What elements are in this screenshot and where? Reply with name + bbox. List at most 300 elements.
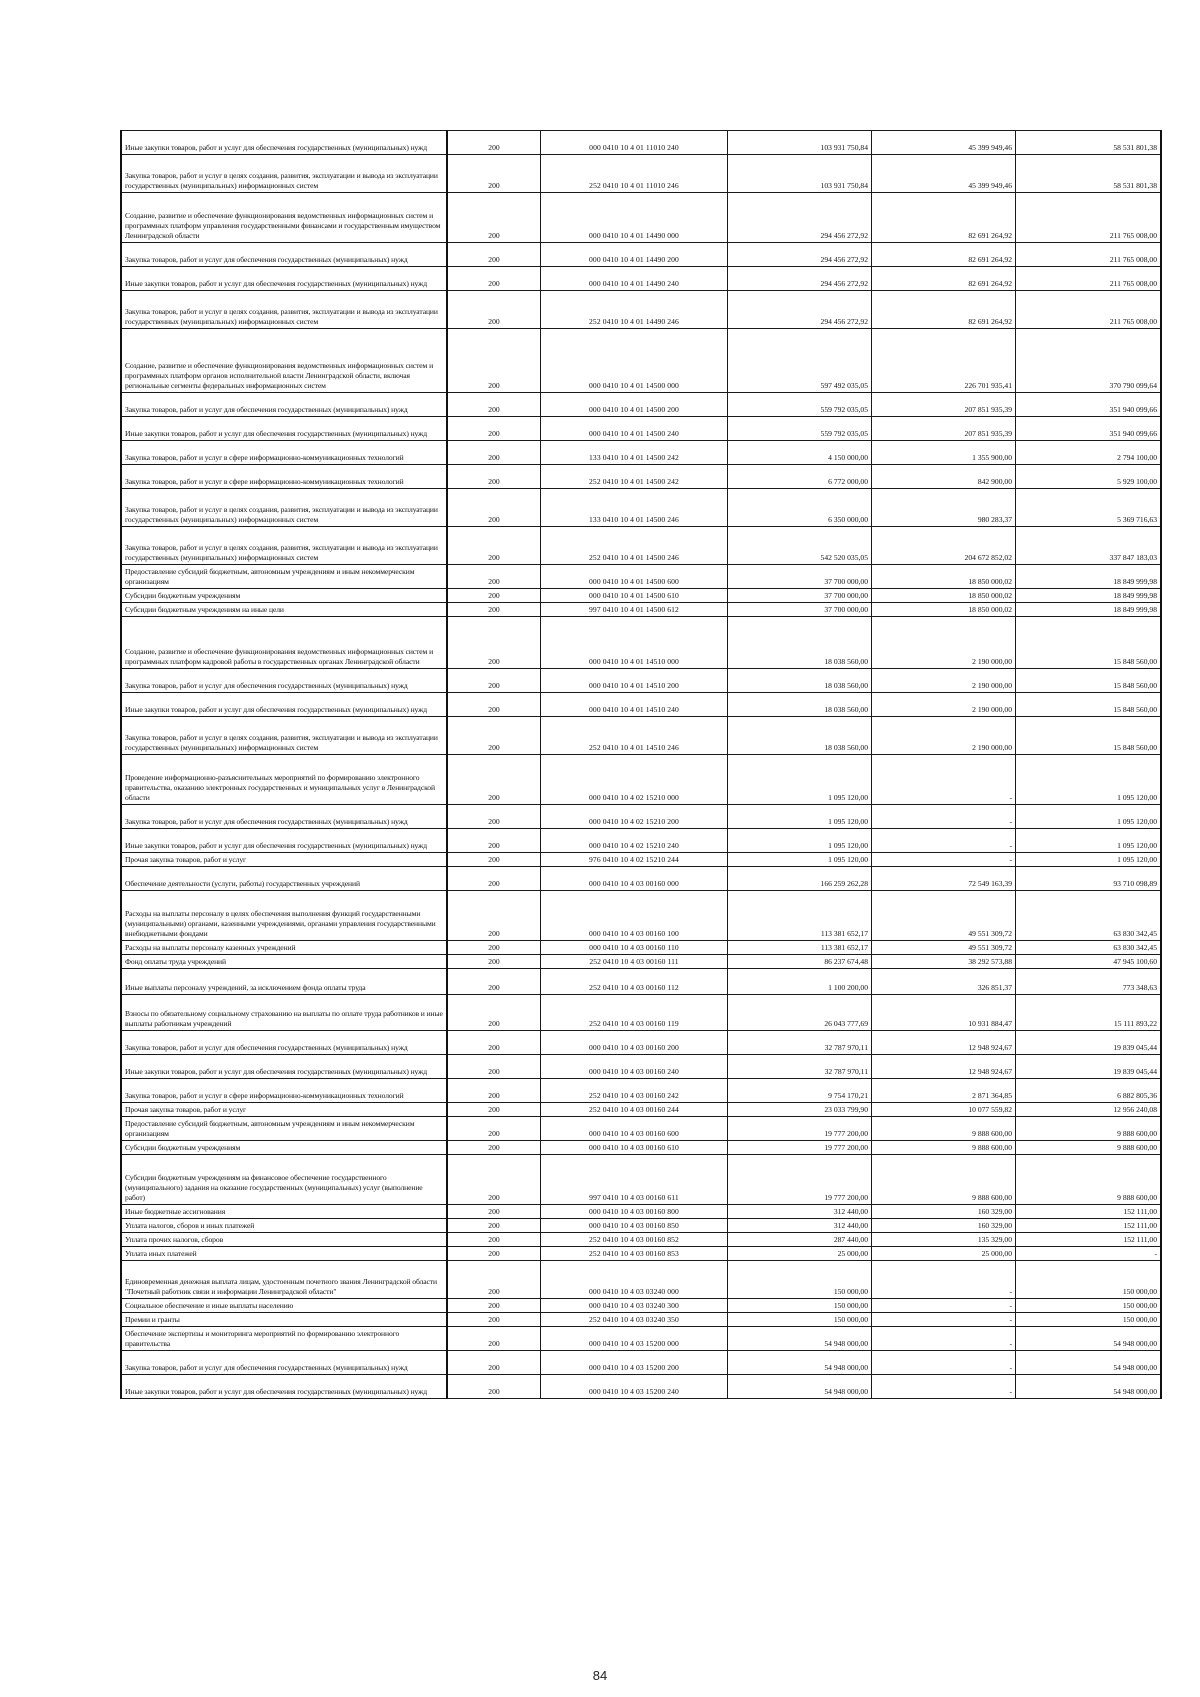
row-approved-amount-cell: 287 440,00 — [728, 1233, 872, 1247]
row-classification-code-cell: 000 0410 10 4 03 00160 000 — [541, 867, 728, 891]
row-approved-amount-cell: 25 000,00 — [728, 1247, 872, 1261]
table-row — [121, 617, 1161, 669]
row-classification-code-cell: 252 0410 10 4 03 00160 111 — [541, 955, 728, 969]
row-name-cell: Закупка товаров, работ и услуг в целях создания, развития, эксплуатации и вывода из эксплуатации государственных (муниципальных) информационных систем — [121, 291, 447, 329]
row-approved-amount-cell: 294 456 272,92 — [728, 193, 872, 243]
row-line-code-cell: 200 — [447, 1233, 541, 1247]
row-unexecuted-amount-cell: 15 848 560,00 — [1016, 669, 1162, 693]
row-name-cell: Субсидии бюджетным учреждениям на иные цели — [121, 603, 447, 617]
row-classification-code-cell: 252 0410 10 4 01 14490 246 — [541, 291, 728, 329]
row-line-code-cell: 200 — [447, 995, 541, 1031]
row-classification-code-cell: 000 0410 10 4 02 15210 000 — [541, 755, 728, 805]
row-classification-code-cell: 000 0410 10 4 03 03240 000 — [541, 1261, 728, 1299]
table-row — [121, 1103, 1161, 1117]
table-row — [121, 465, 1161, 489]
row-classification-code-cell: 252 0410 10 4 03 00160 242 — [541, 1079, 728, 1103]
row-approved-amount-cell: 86 237 674,48 — [728, 955, 872, 969]
row-name-cell: Предоставление субсидий бюджетным, автономным учреждениям и иным некоммерческим организациям — [121, 1117, 447, 1141]
table-row — [121, 853, 1161, 867]
row-executed-amount-cell: - — [872, 1375, 1016, 1399]
row-name-cell: Обеспечение экспертизы и мониторинга мероприятий по формированию электронного правительства — [121, 1327, 447, 1351]
row-line-code-cell: 200 — [447, 805, 541, 829]
table-row — [121, 995, 1161, 1031]
row-executed-amount-cell: 82 691 264,92 — [872, 291, 1016, 329]
row-executed-amount-cell: 72 549 163,39 — [872, 867, 1016, 891]
row-classification-code-cell: 252 0410 10 4 03 00160 244 — [541, 1103, 728, 1117]
table-row — [121, 755, 1161, 805]
row-line-code-cell: 200 — [447, 891, 541, 941]
table-row — [121, 805, 1161, 829]
table-row — [121, 489, 1161, 527]
row-unexecuted-amount-cell: 351 940 099,66 — [1016, 417, 1162, 441]
row-executed-amount-cell: 2 190 000,00 — [872, 669, 1016, 693]
row-unexecuted-amount-cell: 370 790 099,64 — [1016, 329, 1162, 393]
row-unexecuted-amount-cell: 54 948 000,00 — [1016, 1351, 1162, 1375]
table-row — [121, 1055, 1161, 1079]
row-line-code-cell: 200 — [447, 465, 541, 489]
row-classification-code-cell: 000 0410 10 4 03 00160 610 — [541, 1141, 728, 1155]
row-executed-amount-cell: 207 851 935,39 — [872, 393, 1016, 417]
row-approved-amount-cell: 32 787 970,11 — [728, 1055, 872, 1079]
row-executed-amount-cell: - — [872, 805, 1016, 829]
row-name-cell: Закупка товаров, работ и услуг для обеспечения государственных (муниципальных) нужд — [121, 805, 447, 829]
table-row — [121, 193, 1161, 243]
row-classification-code-cell: 252 0410 10 4 03 00160 112 — [541, 969, 728, 995]
row-approved-amount-cell: 294 456 272,92 — [728, 267, 872, 291]
row-line-code-cell: 200 — [447, 1141, 541, 1155]
row-classification-code-cell: 252 0410 10 4 01 14510 246 — [541, 717, 728, 755]
table-row — [121, 603, 1161, 617]
row-line-code-cell: 200 — [447, 1055, 541, 1079]
row-name-cell: Закупка товаров, работ и услуг в целях создания, развития, эксплуатации и вывода из эксплуатации государственных (муниципальных) информационных систем — [121, 489, 447, 527]
row-line-code-cell: 200 — [447, 291, 541, 329]
row-classification-code-cell: 000 0410 10 4 03 00160 200 — [541, 1031, 728, 1055]
row-unexecuted-amount-cell: 18 849 999,98 — [1016, 565, 1162, 589]
row-line-code-cell: 200 — [447, 853, 541, 867]
table-row — [121, 417, 1161, 441]
row-executed-amount-cell: 2 190 000,00 — [872, 693, 1016, 717]
row-name-cell: Закупка товаров, работ и услуг для обеспечения государственных (муниципальных) нужд — [121, 243, 447, 267]
row-classification-code-cell: 000 0410 10 4 03 15200 240 — [541, 1375, 728, 1399]
row-executed-amount-cell: - — [872, 755, 1016, 805]
row-classification-code-cell: 252 0410 10 4 01 11010 246 — [541, 155, 728, 193]
row-classification-code-cell: 000 0410 10 4 01 14490 000 — [541, 193, 728, 243]
row-line-code-cell: 200 — [447, 527, 541, 565]
row-approved-amount-cell: 559 792 035,05 — [728, 417, 872, 441]
row-executed-amount-cell: 45 399 949,46 — [872, 155, 1016, 193]
row-unexecuted-amount-cell: 152 111,00 — [1016, 1233, 1162, 1247]
row-unexecuted-amount-cell: 15 111 893,22 — [1016, 995, 1162, 1031]
row-name-cell: Иные закупки товаров, работ и услуг для обеспечения государственных (муниципальных) нужд — [121, 1055, 447, 1079]
row-unexecuted-amount-cell: 9 888 600,00 — [1016, 1141, 1162, 1155]
row-executed-amount-cell: 18 850 000,02 — [872, 603, 1016, 617]
row-approved-amount-cell: 37 700 000,00 — [728, 603, 872, 617]
row-classification-code-cell: 133 0410 10 4 01 14500 242 — [541, 441, 728, 465]
row-executed-amount-cell: 9 888 600,00 — [872, 1117, 1016, 1141]
row-approved-amount-cell: 294 456 272,92 — [728, 291, 872, 329]
row-name-cell: Закупка товаров, работ и услуг в сфере информационно-коммуникационных технологий — [121, 1079, 447, 1103]
table-row — [121, 1117, 1161, 1141]
row-line-code-cell: 200 — [447, 155, 541, 193]
row-approved-amount-cell: 32 787 970,11 — [728, 1031, 872, 1055]
table-row — [121, 441, 1161, 465]
row-line-code-cell: 200 — [447, 969, 541, 995]
row-line-code-cell: 200 — [447, 417, 541, 441]
row-classification-code-cell: 000 0410 10 4 01 11010 240 — [541, 131, 728, 155]
table-row — [121, 941, 1161, 955]
row-name-cell: Закупка товаров, работ и услуг в целях создания, развития, эксплуатации и вывода из эксплуатации государственных (муниципальных) информационных систем — [121, 155, 447, 193]
row-classification-code-cell: 997 0410 10 4 03 00160 611 — [541, 1155, 728, 1205]
row-name-cell: Закупка товаров, работ и услуг в сфере информационно-коммуникационных технологий — [121, 441, 447, 465]
table-row — [121, 131, 1161, 155]
row-name-cell: Субсидии бюджетным учреждениям на финансовое обеспечение государственного (муниципального) задания на оказание государственных (муниципальных) услуг (выполнение работ) — [121, 1155, 447, 1205]
row-unexecuted-amount-cell: 211 765 008,00 — [1016, 267, 1162, 291]
row-name-cell: Субсидии бюджетным учреждениям — [121, 1141, 447, 1155]
row-line-code-cell: 200 — [447, 867, 541, 891]
row-executed-amount-cell: - — [872, 1327, 1016, 1351]
table-row — [121, 1233, 1161, 1247]
row-unexecuted-amount-cell: 351 940 099,66 — [1016, 393, 1162, 417]
row-unexecuted-amount-cell: 337 847 183,03 — [1016, 527, 1162, 565]
row-executed-amount-cell: 2 190 000,00 — [872, 717, 1016, 755]
row-line-code-cell: 200 — [447, 829, 541, 853]
row-unexecuted-amount-cell: 773 348,63 — [1016, 969, 1162, 995]
table-row — [121, 717, 1161, 755]
row-unexecuted-amount-cell: 211 765 008,00 — [1016, 291, 1162, 329]
table-row — [121, 1327, 1161, 1351]
table-row — [121, 1351, 1161, 1375]
table-row — [121, 243, 1161, 267]
row-executed-amount-cell: 980 283,37 — [872, 489, 1016, 527]
row-unexecuted-amount-cell: - — [1016, 1247, 1162, 1261]
row-unexecuted-amount-cell: 1 095 120,00 — [1016, 853, 1162, 867]
row-classification-code-cell: 000 0410 10 4 03 03240 300 — [541, 1299, 728, 1313]
table-row — [121, 291, 1161, 329]
row-unexecuted-amount-cell: 47 945 100,60 — [1016, 955, 1162, 969]
row-name-cell: Взносы по обязательному социальному страхованию на выплаты по оплате труда работников и иные выплаты работникам учреждений — [121, 995, 447, 1031]
row-line-code-cell: 200 — [447, 1299, 541, 1313]
row-name-cell: Прочая закупка товаров, работ и услуг — [121, 853, 447, 867]
row-name-cell: Создание, развитие и обеспечение функционирования ведомственных информационных систем и программных платформ органов исполнительной власти Ленинградской области, включая региональные сегменты федеральных информационных систем — [121, 329, 447, 393]
row-classification-code-cell: 976 0410 10 4 02 15210 244 — [541, 853, 728, 867]
row-approved-amount-cell: 150 000,00 — [728, 1299, 872, 1313]
table-row — [121, 393, 1161, 417]
row-line-code-cell: 200 — [447, 669, 541, 693]
row-unexecuted-amount-cell: 15 848 560,00 — [1016, 717, 1162, 755]
row-approved-amount-cell: 18 038 560,00 — [728, 717, 872, 755]
row-executed-amount-cell: 18 850 000,02 — [872, 589, 1016, 603]
row-name-cell: Иные закупки товаров, работ и услуг для обеспечения государственных (муниципальных) нужд — [121, 1375, 447, 1399]
row-name-cell: Субсидии бюджетным учреждениям — [121, 589, 447, 603]
row-executed-amount-cell: 204 672 852,02 — [872, 527, 1016, 565]
row-name-cell: Уплата прочих налогов, сборов — [121, 1233, 447, 1247]
row-classification-code-cell: 000 0410 10 4 03 00160 600 — [541, 1117, 728, 1141]
row-classification-code-cell: 000 0410 10 4 02 15210 240 — [541, 829, 728, 853]
row-classification-code-cell: 000 0410 10 4 03 00160 240 — [541, 1055, 728, 1079]
row-unexecuted-amount-cell: 9 888 600,00 — [1016, 1155, 1162, 1205]
row-approved-amount-cell: 18 038 560,00 — [728, 693, 872, 717]
row-line-code-cell: 200 — [447, 693, 541, 717]
row-approved-amount-cell: 37 700 000,00 — [728, 589, 872, 603]
row-name-cell: Иные закупки товаров, работ и услуг для обеспечения государственных (муниципальных) нужд — [121, 693, 447, 717]
row-unexecuted-amount-cell: 18 849 999,98 — [1016, 589, 1162, 603]
row-name-cell: Обеспечение деятельности (услуги, работы) государственных учреждений — [121, 867, 447, 891]
row-approved-amount-cell: 23 033 799,90 — [728, 1103, 872, 1117]
row-unexecuted-amount-cell: 9 888 600,00 — [1016, 1117, 1162, 1141]
table-row — [121, 955, 1161, 969]
row-approved-amount-cell: 6 350 000,00 — [728, 489, 872, 527]
row-line-code-cell: 200 — [447, 1247, 541, 1261]
table-row — [121, 1299, 1161, 1313]
table-row — [121, 867, 1161, 891]
row-unexecuted-amount-cell: 15 848 560,00 — [1016, 693, 1162, 717]
row-executed-amount-cell: - — [872, 1351, 1016, 1375]
row-unexecuted-amount-cell: 54 948 000,00 — [1016, 1375, 1162, 1399]
row-line-code-cell: 200 — [447, 1031, 541, 1055]
table-row — [121, 1375, 1161, 1399]
row-name-cell: Иные бюджетные ассигнования — [121, 1205, 447, 1219]
row-approved-amount-cell: 597 492 035,05 — [728, 329, 872, 393]
row-executed-amount-cell: 9 888 600,00 — [872, 1141, 1016, 1155]
row-name-cell: Закупка товаров, работ и услуг для обеспечения государственных (муниципальных) нужд — [121, 669, 447, 693]
table-row — [121, 693, 1161, 717]
row-classification-code-cell: 000 0410 10 4 01 14490 240 — [541, 267, 728, 291]
row-unexecuted-amount-cell: 15 848 560,00 — [1016, 617, 1162, 669]
table-row — [121, 267, 1161, 291]
row-executed-amount-cell: 1 355 900,00 — [872, 441, 1016, 465]
row-line-code-cell: 200 — [447, 717, 541, 755]
table-row — [121, 155, 1161, 193]
row-unexecuted-amount-cell: 5 369 716,63 — [1016, 489, 1162, 527]
row-name-cell: Уплата иных платежей — [121, 1247, 447, 1261]
row-name-cell: Уплата налогов, сборов и иных платежей — [121, 1219, 447, 1233]
row-approved-amount-cell: 559 792 035,05 — [728, 393, 872, 417]
row-executed-amount-cell: 842 900,00 — [872, 465, 1016, 489]
budget-execution-table — [120, 130, 1162, 1399]
row-line-code-cell: 200 — [447, 1205, 541, 1219]
row-unexecuted-amount-cell: 12 956 240,08 — [1016, 1103, 1162, 1117]
row-name-cell: Закупка товаров, работ и услуг для обеспечения государственных (муниципальных) нужд — [121, 1031, 447, 1055]
row-classification-code-cell: 000 0410 10 4 03 15200 000 — [541, 1327, 728, 1351]
row-line-code-cell: 200 — [447, 603, 541, 617]
row-unexecuted-amount-cell: 5 929 100,00 — [1016, 465, 1162, 489]
table-row — [121, 1313, 1161, 1327]
row-classification-code-cell: 000 0410 10 4 01 14500 200 — [541, 393, 728, 417]
row-name-cell: Иные закупки товаров, работ и услуг для обеспечения государственных (муниципальных) нужд — [121, 417, 447, 441]
row-classification-code-cell: 000 0410 10 4 03 15200 200 — [541, 1351, 728, 1375]
row-line-code-cell: 200 — [447, 131, 541, 155]
row-approved-amount-cell: 103 931 750,84 — [728, 131, 872, 155]
row-approved-amount-cell: 6 772 000,00 — [728, 465, 872, 489]
row-executed-amount-cell: 18 850 000,02 — [872, 565, 1016, 589]
row-line-code-cell: 200 — [447, 441, 541, 465]
row-line-code-cell: 200 — [447, 941, 541, 955]
row-unexecuted-amount-cell: 1 095 120,00 — [1016, 805, 1162, 829]
row-line-code-cell: 200 — [447, 243, 541, 267]
row-approved-amount-cell: 166 259 262,28 — [728, 867, 872, 891]
row-executed-amount-cell: 82 691 264,92 — [872, 243, 1016, 267]
row-approved-amount-cell: 18 038 560,00 — [728, 669, 872, 693]
row-line-code-cell: 200 — [447, 1261, 541, 1299]
row-line-code-cell: 200 — [447, 329, 541, 393]
row-unexecuted-amount-cell: 2 794 100,00 — [1016, 441, 1162, 465]
table-row — [121, 1141, 1161, 1155]
row-line-code-cell: 200 — [447, 489, 541, 527]
row-name-cell: Социальное обеспечение и иные выплаты населению — [121, 1299, 447, 1313]
row-name-cell: Закупка товаров, работ и услуг в целях создания, развития, эксплуатации и вывода из эксплуатации государственных (муниципальных) информационных систем — [121, 717, 447, 755]
row-approved-amount-cell: 113 381 652,17 — [728, 891, 872, 941]
row-approved-amount-cell: 1 095 120,00 — [728, 805, 872, 829]
page-number: 84 — [592, 1668, 608, 1683]
row-classification-code-cell: 252 0410 10 4 03 00160 119 — [541, 995, 728, 1031]
table-row — [121, 565, 1161, 589]
row-unexecuted-amount-cell: 150 000,00 — [1016, 1299, 1162, 1313]
row-name-cell: Иные закупки товаров, работ и услуг для обеспечения государственных (муниципальных) нужд — [121, 829, 447, 853]
row-approved-amount-cell: 1 095 120,00 — [728, 755, 872, 805]
row-name-cell: Закупка товаров, работ и услуг в целях создания, развития, эксплуатации и вывода из эксплуатации государственных (муниципальных) информационных систем — [121, 527, 447, 565]
row-approved-amount-cell: 18 038 560,00 — [728, 617, 872, 669]
row-executed-amount-cell: 326 851,37 — [872, 969, 1016, 995]
row-executed-amount-cell: 160 329,00 — [872, 1219, 1016, 1233]
row-classification-code-cell: 252 0410 10 4 03 03240 350 — [541, 1313, 728, 1327]
row-line-code-cell: 200 — [447, 1375, 541, 1399]
row-line-code-cell: 200 — [447, 1313, 541, 1327]
row-classification-code-cell: 000 0410 10 4 01 14490 200 — [541, 243, 728, 267]
table-row — [121, 969, 1161, 995]
row-unexecuted-amount-cell: 18 849 999,98 — [1016, 603, 1162, 617]
row-executed-amount-cell: 9 888 600,00 — [872, 1155, 1016, 1205]
row-approved-amount-cell: 312 440,00 — [728, 1205, 872, 1219]
row-approved-amount-cell: 150 000,00 — [728, 1313, 872, 1327]
row-approved-amount-cell: 312 440,00 — [728, 1219, 872, 1233]
row-approved-amount-cell: 54 948 000,00 — [728, 1375, 872, 1399]
row-approved-amount-cell: 103 931 750,84 — [728, 155, 872, 193]
row-line-code-cell: 200 — [447, 1117, 541, 1141]
row-approved-amount-cell: 1 095 120,00 — [728, 829, 872, 853]
row-approved-amount-cell: 4 150 000,00 — [728, 441, 872, 465]
row-unexecuted-amount-cell: 19 839 045,44 — [1016, 1055, 1162, 1079]
row-classification-code-cell: 000 0410 10 4 03 00160 100 — [541, 891, 728, 941]
row-line-code-cell: 200 — [447, 393, 541, 417]
row-name-cell: Иные закупки товаров, работ и услуг для обеспечения государственных (муниципальных) нужд — [121, 267, 447, 291]
row-classification-code-cell: 997 0410 10 4 01 14500 612 — [541, 603, 728, 617]
table-row — [121, 1261, 1161, 1299]
row-executed-amount-cell: 2 871 364,85 — [872, 1079, 1016, 1103]
row-classification-code-cell: 000 0410 10 4 01 14500 000 — [541, 329, 728, 393]
row-name-cell: Предоставление субсидий бюджетным, автономным учреждениям и иным некоммерческим организациям — [121, 565, 447, 589]
row-unexecuted-amount-cell: 152 111,00 — [1016, 1219, 1162, 1233]
table-row — [121, 1155, 1161, 1205]
row-classification-code-cell: 000 0410 10 4 01 14500 610 — [541, 589, 728, 603]
row-line-code-cell: 200 — [447, 955, 541, 969]
row-unexecuted-amount-cell: 152 111,00 — [1016, 1205, 1162, 1219]
row-executed-amount-cell: 10 931 884,47 — [872, 995, 1016, 1031]
row-classification-code-cell: 000 0410 10 4 01 14510 200 — [541, 669, 728, 693]
row-approved-amount-cell: 113 381 652,17 — [728, 941, 872, 955]
row-name-cell: Расходы на выплаты персоналу казенных учреждений — [121, 941, 447, 955]
row-line-code-cell: 200 — [447, 1327, 541, 1351]
row-classification-code-cell: 000 0410 10 4 01 14510 000 — [541, 617, 728, 669]
row-approved-amount-cell: 1 095 120,00 — [728, 853, 872, 867]
row-classification-code-cell: 000 0410 10 4 02 15210 200 — [541, 805, 728, 829]
row-classification-code-cell: 000 0410 10 4 01 14510 240 — [541, 693, 728, 717]
row-unexecuted-amount-cell: 93 710 098,89 — [1016, 867, 1162, 891]
row-approved-amount-cell: 542 520 035,05 — [728, 527, 872, 565]
row-approved-amount-cell: 294 456 272,92 — [728, 243, 872, 267]
row-classification-code-cell: 000 0410 10 4 01 14500 600 — [541, 565, 728, 589]
row-line-code-cell: 200 — [447, 1079, 541, 1103]
row-unexecuted-amount-cell: 63 830 342,45 — [1016, 891, 1162, 941]
row-approved-amount-cell: 19 777 200,00 — [728, 1117, 872, 1141]
row-name-cell: Проведение информационно-разъяснительных мероприятий по формированию электронного правительства, оказанию электронных государственных и муниципальных услуг в Ленинградской области — [121, 755, 447, 805]
row-executed-amount-cell: - — [872, 1261, 1016, 1299]
row-line-code-cell: 200 — [447, 617, 541, 669]
row-line-code-cell: 200 — [447, 755, 541, 805]
table-row — [121, 1205, 1161, 1219]
row-unexecuted-amount-cell: 211 765 008,00 — [1016, 193, 1162, 243]
row-executed-amount-cell: - — [872, 829, 1016, 853]
row-approved-amount-cell: 54 948 000,00 — [728, 1351, 872, 1375]
row-line-code-cell: 200 — [447, 1155, 541, 1205]
row-classification-code-cell: 252 0410 10 4 03 00160 853 — [541, 1247, 728, 1261]
row-name-cell: Премии и гранты — [121, 1313, 447, 1327]
row-executed-amount-cell: 45 399 949,46 — [872, 131, 1016, 155]
row-executed-amount-cell: 25 000,00 — [872, 1247, 1016, 1261]
row-classification-code-cell: 000 0410 10 4 03 00160 800 — [541, 1205, 728, 1219]
table-row — [121, 669, 1161, 693]
row-executed-amount-cell: 135 329,00 — [872, 1233, 1016, 1247]
row-name-cell: Закупка товаров, работ и услуг для обеспечения государственных (муниципальных) нужд — [121, 393, 447, 417]
row-name-cell: Иные закупки товаров, работ и услуг для обеспечения государственных (муниципальных) нужд — [121, 131, 447, 155]
row-classification-code-cell: 252 0410 10 4 03 00160 852 — [541, 1233, 728, 1247]
row-unexecuted-amount-cell: 63 830 342,45 — [1016, 941, 1162, 955]
row-executed-amount-cell: 12 948 924,67 — [872, 1055, 1016, 1079]
row-unexecuted-amount-cell: 58 531 801,38 — [1016, 155, 1162, 193]
row-approved-amount-cell: 150 000,00 — [728, 1261, 872, 1299]
table-row — [121, 1031, 1161, 1055]
row-unexecuted-amount-cell: 150 000,00 — [1016, 1313, 1162, 1327]
row-name-cell: Расходы на выплаты персоналу в целях обеспечения выполнения функций государственными (муниципальными) органами, казенными учреждениями, органами управления государственными внебюджетными фондами — [121, 891, 447, 941]
row-executed-amount-cell: - — [872, 853, 1016, 867]
row-executed-amount-cell: 12 948 924,67 — [872, 1031, 1016, 1055]
row-unexecuted-amount-cell: 19 839 045,44 — [1016, 1031, 1162, 1055]
row-executed-amount-cell: 226 701 935,41 — [872, 329, 1016, 393]
table-row — [121, 1219, 1161, 1233]
row-line-code-cell: 200 — [447, 1103, 541, 1117]
row-line-code-cell: 200 — [447, 1219, 541, 1233]
row-executed-amount-cell: 82 691 264,92 — [872, 267, 1016, 291]
row-name-cell: Закупка товаров, работ и услуг для обеспечения государственных (муниципальных) нужд — [121, 1351, 447, 1375]
table-row — [121, 891, 1161, 941]
row-line-code-cell: 200 — [447, 589, 541, 603]
row-name-cell: Создание, развитие и обеспечение функционирования ведомственных информационных систем и программных платформ управления государственными финансами и государственным имуществом Ленинградской области — [121, 193, 447, 243]
table-row — [121, 829, 1161, 853]
row-unexecuted-amount-cell: 1 095 120,00 — [1016, 755, 1162, 805]
row-name-cell: Иные выплаты персоналу учреждений, за исключением фонда оплаты труда — [121, 969, 447, 995]
row-name-cell: Прочая закупка товаров, работ и услуг — [121, 1103, 447, 1117]
row-line-code-cell: 200 — [447, 193, 541, 243]
row-name-cell: Закупка товаров, работ и услуг в сфере информационно-коммуникационных технологий — [121, 465, 447, 489]
row-name-cell: Создание, развитие и обеспечение функционирования ведомственных информационных систем и программных платформ кадровой работы в государственных органах Ленинградской области — [121, 617, 447, 669]
row-executed-amount-cell: 2 190 000,00 — [872, 617, 1016, 669]
row-line-code-cell: 200 — [447, 267, 541, 291]
table-row — [121, 329, 1161, 393]
row-classification-code-cell: 000 0410 10 4 03 00160 110 — [541, 941, 728, 955]
row-approved-amount-cell: 26 043 777,69 — [728, 995, 872, 1031]
row-unexecuted-amount-cell: 6 882 805,36 — [1016, 1079, 1162, 1103]
row-unexecuted-amount-cell: 54 948 000,00 — [1016, 1327, 1162, 1351]
row-approved-amount-cell: 19 777 200,00 — [728, 1155, 872, 1205]
